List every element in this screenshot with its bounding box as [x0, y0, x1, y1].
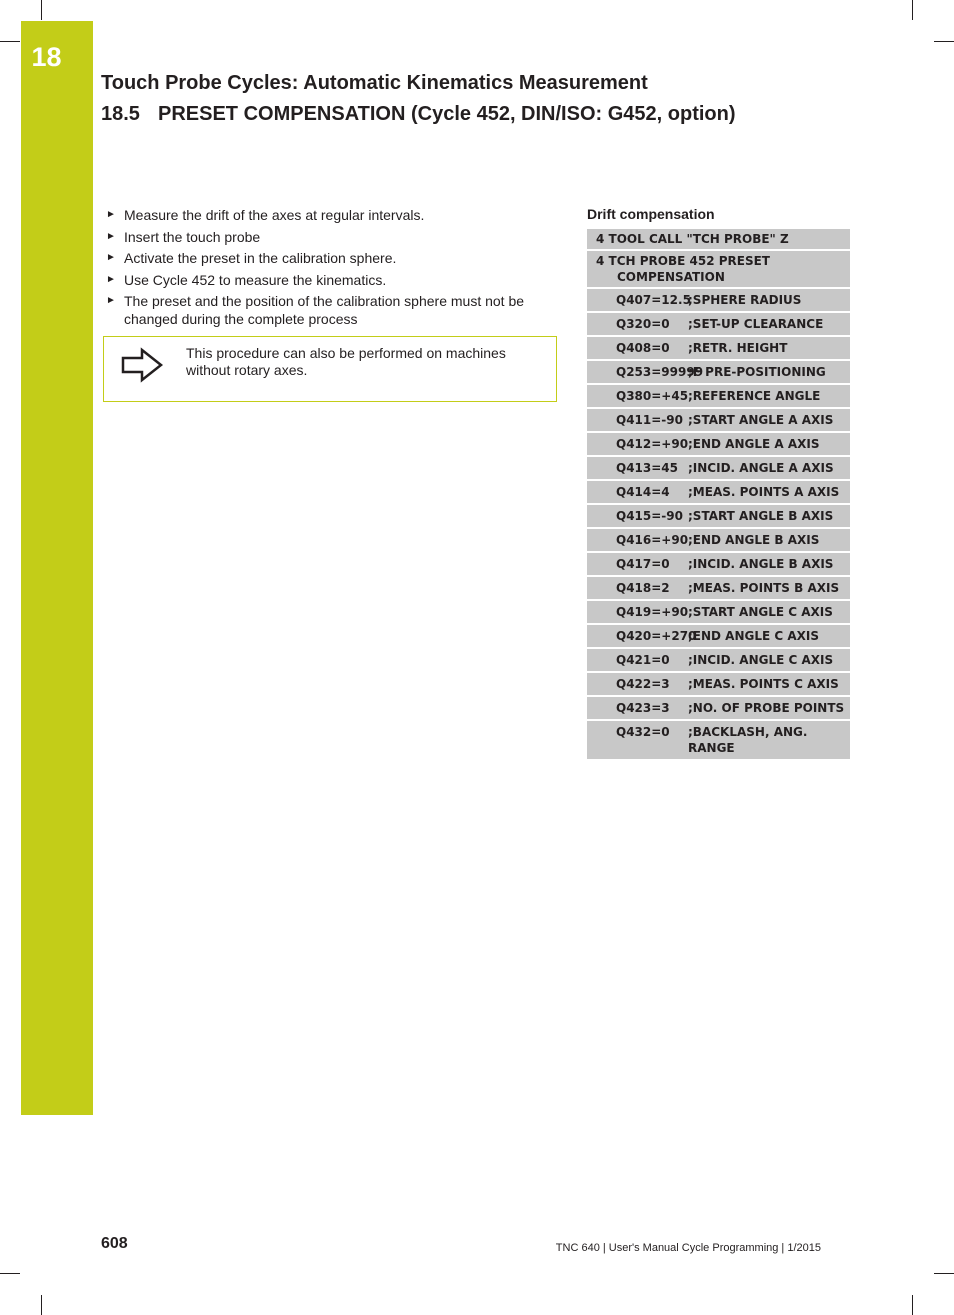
crop-mark [912, 1295, 913, 1315]
nc-parameter-row [587, 289, 850, 313]
parameter-name: Q253=99999 [616, 365, 704, 379]
nc-block-tch-probe: 4 TCH PROBE 452 PRESET COMPENSATION [587, 251, 850, 289]
nc-parameter-row [587, 457, 850, 481]
parameter-name: Q380=+45 [616, 389, 689, 403]
crop-mark [934, 1273, 954, 1274]
parameter-comment: ;END ANGLE B AXIS [688, 533, 820, 547]
parameter-name: Q411=-90 [616, 413, 683, 427]
section-heading [101, 103, 736, 126]
parameter-name: Q415=-90 [616, 509, 683, 523]
crop-mark [934, 41, 954, 42]
parameter-name: Q412=+90 [616, 437, 689, 451]
list-item: ► Use Cycle 452 to measure the kinematics. [106, 271, 387, 288]
nc-block-tool-call: 4 TOOL CALL "TCH PROBE" Z [587, 229, 850, 251]
nc-parameter-row [587, 337, 850, 361]
nc-parameter-row [587, 361, 850, 385]
footer-text: TNC 640 | User's Manual Cycle Programming | 1/2015 [555, 1242, 821, 1254]
parameter-comment: ;INCID. ANGLE A AXIS [688, 461, 834, 475]
parameter-comment: ;INCID. ANGLE C AXIS [688, 653, 834, 667]
parameter-name: Q407=12.5 [616, 293, 691, 307]
parameter-comment: ;F PRE-POSITIONING [688, 365, 826, 379]
nc-parameter-row [587, 505, 850, 529]
chapter-sidebar [21, 21, 93, 1115]
list-item: ► Activate the preset in the calibration sphere. [106, 250, 397, 266]
nc-parameter-row [587, 601, 850, 625]
crop-mark [0, 1273, 20, 1274]
parameter-name: Q422=3 [616, 677, 670, 691]
right-arrow-icon [120, 347, 164, 388]
nc-parameter-row [587, 625, 850, 649]
nc-parameter-row [587, 385, 850, 409]
right-triangle-icon: ► [106, 273, 116, 285]
parameter-name: Q420=+270 [616, 629, 697, 643]
parameter-comment: ;MEAS. POINTS A AXIS [688, 485, 840, 499]
parameter-comment: ;RETR. HEIGHT [688, 341, 788, 355]
right-triangle-icon: ► [106, 230, 116, 242]
list-item: ► Measure the drift of the axes at regular intervals. [106, 207, 425, 223]
parameter-comment: ;SET-UP CLEARANCE [688, 317, 824, 331]
nc-parameter-row [587, 529, 850, 553]
nc-parameter-row [587, 313, 850, 337]
parameter-comment: ;START ANGLE B AXIS [688, 509, 834, 523]
crop-mark [41, 0, 42, 20]
nc-parameter-row [587, 673, 850, 697]
parameter-name: Q423=3 [616, 701, 670, 715]
page-number: 608 [101, 1235, 128, 1252]
nc-program-listing [587, 229, 850, 761]
nc-parameter-row [587, 481, 850, 505]
note-box [103, 336, 557, 402]
parameter-comment: ;BACKLASH, ANG. RANGE [688, 725, 808, 755]
parameter-name: Q432=0 [616, 725, 670, 739]
list-item: ► The preset and the position of the calibration sphere must not be changed during the complete process [106, 293, 525, 327]
parameter-comment: ;START ANGLE C AXIS [688, 605, 833, 619]
nc-parameter-row [587, 409, 850, 433]
instruction-list [106, 206, 556, 332]
parameter-name: Q414=4 [616, 485, 670, 499]
right-triangle-icon: ► [106, 209, 116, 220]
parameter-name: Q416=+90 [616, 533, 689, 547]
parameter-name: Q320=0 [616, 317, 670, 331]
nc-parameter-row [587, 577, 850, 601]
parameter-comment: ;END ANGLE C AXIS [688, 629, 820, 643]
list-item: ► Insert the touch probe [106, 228, 261, 245]
parameter-comment: ;INCID. ANGLE B AXIS [688, 557, 834, 571]
nc-parameter-row [587, 721, 850, 761]
parameter-comment: ;MEAS. POINTS C AXIS [688, 677, 839, 691]
section-title: PRESET COMPENSATION (Cycle 452, DIN/ISO: G452, option) [158, 103, 736, 125]
parameter-comment: ;END ANGLE A AXIS [688, 437, 820, 451]
crop-mark [41, 1295, 42, 1315]
chapter-number: 18 [31, 42, 62, 72]
nc-parameter-row [587, 697, 850, 721]
parameter-name: Q418=2 [616, 581, 670, 595]
drift-compensation-heading: Drift compensation [587, 206, 715, 222]
parameter-name: Q419=+90 [616, 605, 689, 619]
right-triangle-icon: ► [106, 295, 116, 306]
parameter-name: Q408=0 [616, 341, 670, 355]
parameter-name: Q421=0 [616, 653, 670, 667]
parameter-comment: ;START ANGLE A AXIS [688, 413, 834, 427]
parameter-comment: ;REFERENCE ANGLE [688, 389, 821, 403]
chapter-title: Touch Probe Cycles: Automatic Kinematics Measurement [101, 72, 648, 94]
right-triangle-icon: ► [106, 252, 116, 263]
nc-parameter-row [587, 649, 850, 673]
note-text: This procedure can also be performed on machines without rotary axes. [186, 345, 506, 378]
nc-parameter-row [587, 553, 850, 577]
crop-mark [912, 0, 913, 20]
parameter-name: Q413=45 [616, 461, 679, 475]
parameter-comment: ;SPHERE RADIUS [688, 293, 802, 307]
parameter-name: Q417=0 [616, 557, 670, 571]
section-number: 18.5 [101, 103, 140, 125]
nc-parameter-row [587, 433, 850, 457]
parameter-comment: ;NO. OF PROBE POINTS [688, 701, 845, 715]
parameter-comment: ;MEAS. POINTS B AXIS [688, 581, 840, 595]
